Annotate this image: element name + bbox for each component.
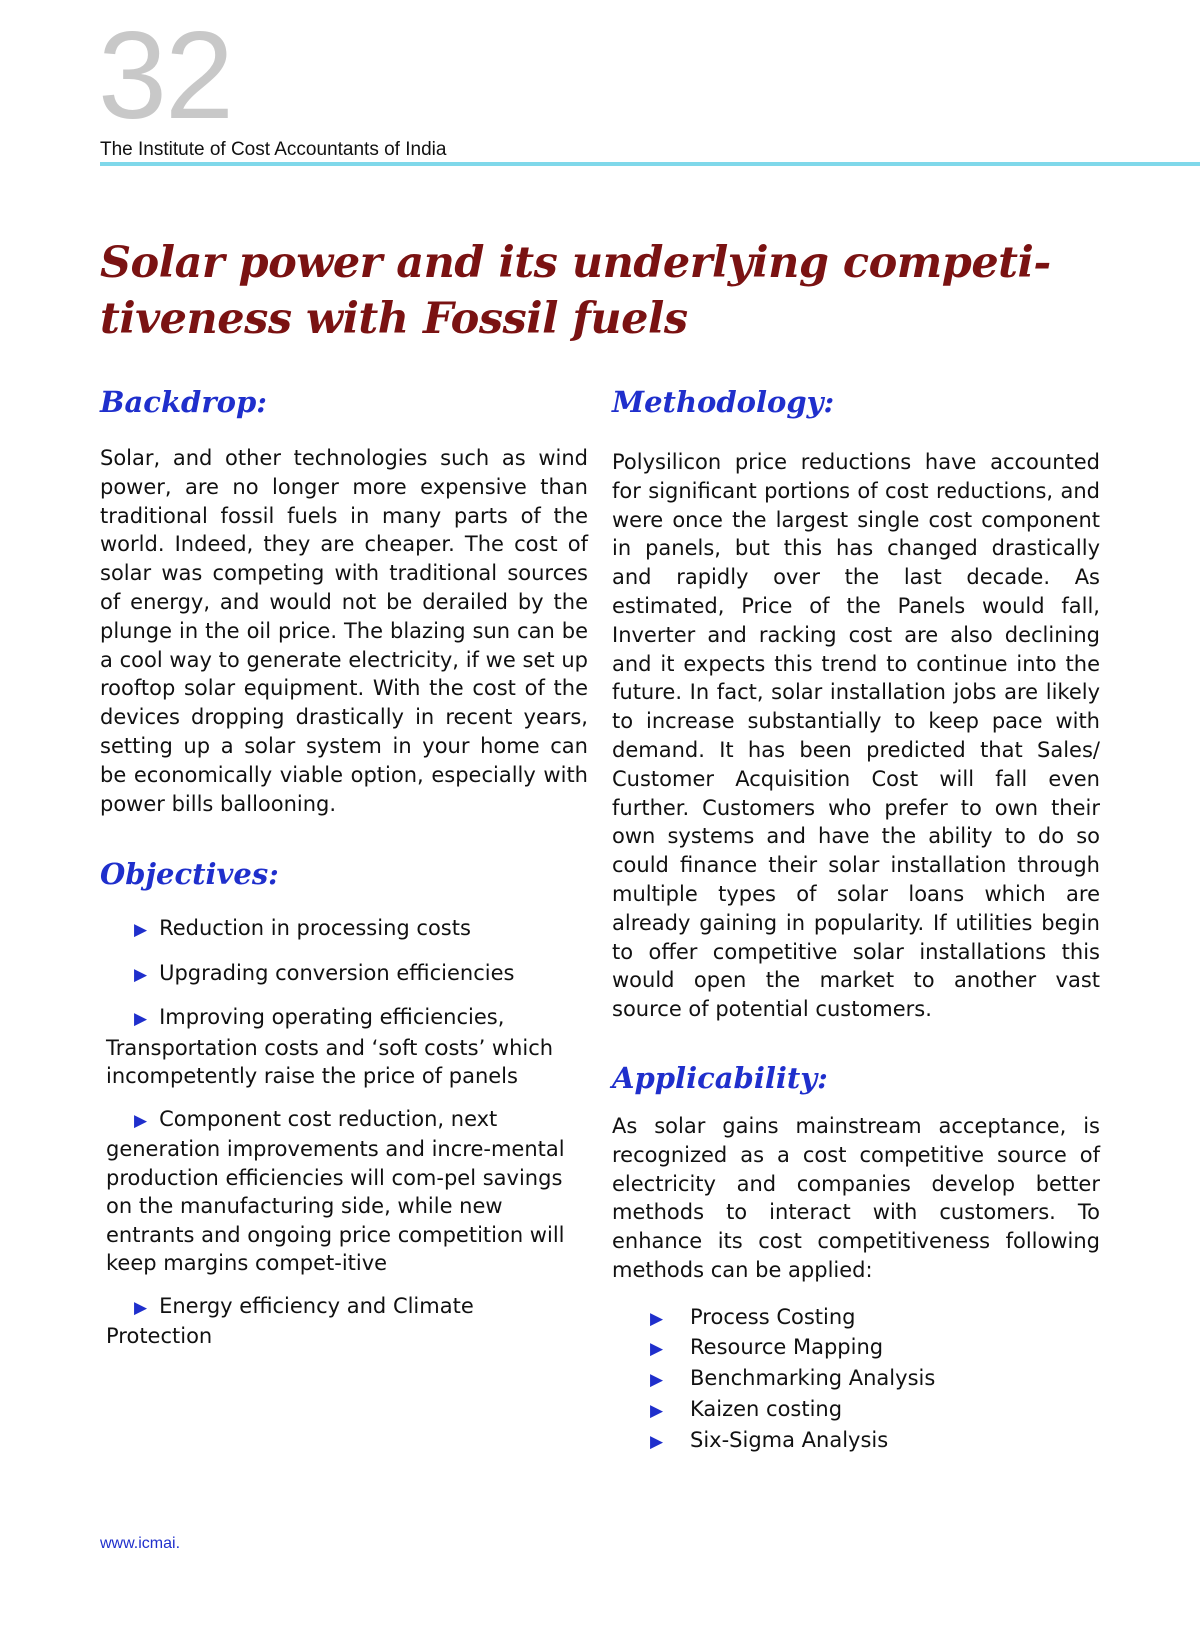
method-text: Resource Mapping <box>690 1335 884 1360</box>
triangle-bullet-icon: ▶ <box>650 1339 664 1360</box>
applicability-heading: Applicability: <box>612 1060 828 1095</box>
page-number: 32 <box>98 7 232 145</box>
method-text: Process Costing <box>690 1304 856 1329</box>
backdrop-text: Solar, and other technologies such as wind power, are no longer more expensive than traditional fossil fuels in many parts of the world. Indeed, they are cheaper. The cost of solar was competing with traditional sources of energy, and would not be derailed by the plunge in the oil price. The blazing sun can be a cool way to generate electricity, if we set up rooftop solar equipment. With the cost of the devices dropping drastically in recent years, setting up a solar system in your home can be economically viable option, especially with power bills ballooning. <box>100 446 588 816</box>
objective-text: Upgrading conversion efficiencies <box>159 960 515 985</box>
article-title: Solar power and its underlying competi-tiveness with Fossil fuels <box>100 238 1051 344</box>
list-item <box>650 1426 1100 1457</box>
footer-url[interactable]: www.icmai. <box>100 1535 181 1552</box>
list-item <box>650 1333 1100 1364</box>
triangle-bullet-icon: ▶ <box>650 1400 664 1421</box>
triangle-bullet-icon: ▶ <box>650 1370 664 1391</box>
list-item <box>106 914 584 945</box>
organization-name: The Institute of Cost Accountants of India <box>100 139 447 160</box>
header-divider <box>100 162 1200 166</box>
right-column <box>612 382 1100 1456</box>
methodology-heading: Methodology: <box>612 385 835 419</box>
triangle-bullet-icon: ▶ <box>134 1297 148 1318</box>
objectives-list <box>106 914 584 1351</box>
triangle-bullet-icon: ▶ <box>650 1308 664 1329</box>
triangle-bullet-icon: ▶ <box>650 1431 664 1452</box>
triangle-bullet-icon: ▶ <box>134 920 148 941</box>
objective-text: Reduction in processing costs <box>159 916 471 941</box>
methodology-text: Polysilicon price reductions have accounted for significant portions of cost reductions, and were once the largest single cost component in panels, but this has changed drastically and rapidly over the last decade. As estimated, Price of the Panels would fall, Inverter and racking cost are also declining and it expects this trend to continue into the future. In fact, solar installation jobs are likely to increase substantially to keep pace with demand. It has been predicted that Sales/ Customer Acquisition Cost will fall even further. Customers who prefer to own their own systems and have the ability to do so could finance their solar installation through multiple types of solar loans which are already gaining in popularity. If utilities begin to offer competitive solar installations this would open the market to another vast source of potential customers. <box>612 450 1100 1022</box>
list-item <box>650 1395 1100 1426</box>
objective-text: Energy efficiency and Climate Protection <box>106 1293 474 1349</box>
objective-text: Component cost reduction, next generation improvements and incre-mental production efficiencies will com-pel savings on the manufacturing side, while new entrants and ongoing price competition will keep margins compet-itive <box>106 1106 565 1276</box>
list-item <box>106 959 584 990</box>
method-text: Six-Sigma Analysis <box>690 1427 889 1452</box>
objective-text: Improving operating efficiencies, Transportation costs and ‘soft costs’ which incompetently raise the price of panels <box>106 1005 554 1089</box>
methods-list <box>650 1303 1100 1457</box>
backdrop-heading: Backdrop: <box>100 385 267 419</box>
method-text: Benchmarking Analysis <box>690 1366 936 1391</box>
method-text: Kaizen costing <box>690 1396 843 1421</box>
objectives-heading: Objectives: <box>100 857 279 892</box>
triangle-bullet-icon: ▶ <box>134 964 148 985</box>
triangle-bullet-icon: ▶ <box>134 1110 148 1131</box>
list-item <box>106 1003 584 1091</box>
list-item <box>650 1303 1100 1334</box>
list-item <box>106 1292 584 1351</box>
applicability-text: As solar gains mainstream acceptance, is recognized as a cost competitive source of electricity and companies develop better methods to interact with customers. To enhance its cost competitiveness following methods can be applied: <box>612 1113 1100 1282</box>
list-item <box>106 1105 584 1278</box>
triangle-bullet-icon: ▶ <box>134 1009 148 1030</box>
list-item <box>650 1364 1100 1395</box>
left-column <box>100 382 588 1365</box>
